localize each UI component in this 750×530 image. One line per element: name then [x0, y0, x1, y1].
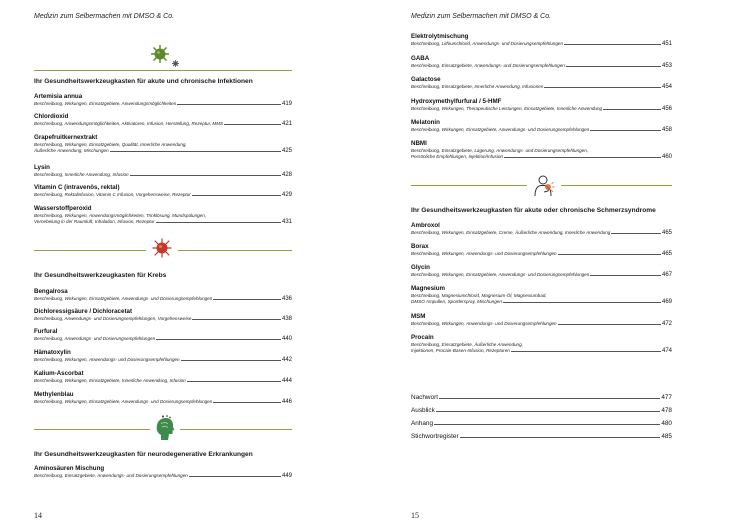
entry-page-number: 480: [661, 420, 672, 427]
section-heading: Ihr Gesundheitswerkzeugkasten für akute und chronische Infektionen: [34, 78, 253, 85]
virus-icon: [150, 44, 170, 64]
entry-page-number: 453: [661, 63, 672, 69]
entry-description: Beschreibung, Einsatzgebiete, Äußerliche Anwendung,: [411, 342, 523, 347]
toc-entry[interactable]: [34, 288, 292, 302]
entry-page-number: 478: [661, 407, 672, 414]
toc-entry[interactable]: [411, 285, 672, 305]
entry-description: Beschreibung, Anwendungs- und Dosierungsempfehlungen, Vorgehensweise 438: [34, 316, 292, 322]
entry-description: Beschreibung, Einsatzgebiete, Lagerung, Anwendungs- und Dosierungsempfehlungen,: [411, 148, 589, 153]
entry-title: MSM: [411, 313, 426, 320]
entry-description: Beschreibung, Lithiumchlorid, Anwendungs- und Dosierungsempfehlungen 451: [411, 41, 672, 47]
entry-description: Beschreibung, Einsatzgebiete, Innerliche Anwendung, Infusionen 454: [411, 84, 672, 90]
entry-description: Beschreibung, Wirkungen, Therapeutische Leistungen, Einsatzgebiete, Innerliche Anwendung 456: [411, 106, 672, 112]
entry-title: Melatonin: [411, 119, 440, 126]
entry-title: Aminosäuren Mischung: [34, 465, 105, 472]
entry-title: Galactose: [411, 76, 441, 83]
entry-description: Injektionen, Procain-Basen-Infusion, Rezepturen 474: [411, 348, 672, 355]
entry-description: Beschreibung, Einsatzgebiete, Anwendungs- und Dosierungsempfehlungen 453: [411, 63, 672, 69]
entry-page-number: 440: [281, 336, 292, 342]
running-header: Medizin zum Selbermachen mit DMSO & Co.: [411, 13, 552, 20]
entry-description: Beschreibung, Anwendungsmöglichkeiten, Aktivatoren, Infusion, Herstellung, Rezeptur, MMS 421: [34, 121, 292, 127]
toc-entry[interactable]: [34, 134, 292, 154]
entry-page-number: 460: [661, 154, 672, 161]
toc-entry[interactable]: [34, 391, 292, 405]
section-divider: [180, 429, 292, 430]
entry-page-number: 449: [281, 473, 292, 479]
entry-page-number: 431: [281, 219, 292, 226]
section-divider: [34, 250, 146, 251]
entry-title: GABA: [411, 55, 430, 62]
entry-page-number: 444: [281, 378, 292, 384]
entry-description: Beschreibung, Wirkungen, Einsatzgebiete, Anwendungs- und Dosierungsempfehlungen 458: [411, 127, 672, 133]
toc-entry[interactable]: [411, 313, 672, 327]
entry-title: Glycin: [411, 264, 430, 271]
section-divider: [178, 250, 292, 251]
entry-page-number: 465: [661, 230, 672, 236]
section-heading: Ihr Gesundheitswerkzeugkasten für Krebs: [34, 272, 167, 279]
entry-description: Beschreibung, Wirkungen, Anwendungs- und Dosierungsempfehlungen 442: [34, 357, 292, 363]
entry-description: Vernebelung in der Raumluft, Inhalation, Infusion, Rezeptur 431: [34, 219, 292, 226]
cancer-cell-icon: [151, 238, 173, 258]
toc-entry[interactable]: [34, 465, 292, 479]
toc-entry[interactable]: [34, 164, 292, 178]
toc-entry[interactable]: [411, 33, 672, 47]
entry-title: Dichloressigsäure / Dichloracetat: [34, 308, 133, 315]
right-page: [375, 0, 750, 530]
entry-description: Beschreibung, Wirkungen, Einsatzgebiete, Creme, Äußerliche Anwendung, Innerliche Anwendung 465: [411, 230, 672, 236]
entry-title: Furfural: [34, 328, 58, 335]
entry-page-number: 465: [661, 251, 672, 257]
toc-entry[interactable]: [34, 113, 292, 127]
entry-page-number: 454: [661, 84, 672, 90]
entry-title: Bengalrosa: [34, 288, 68, 295]
toc-entry[interactable]: [34, 93, 292, 107]
running-header: Medizin zum Selbermachen mit DMSO & Co.: [34, 13, 175, 20]
toc-backmatter-item[interactable]: Anhang 480: [411, 420, 672, 427]
entry-title: Procain: [411, 334, 434, 341]
entry-page-number: 421: [281, 121, 292, 127]
entry-page-number: 442: [281, 357, 292, 363]
section-divider: [561, 185, 672, 186]
page-number: 14: [34, 511, 42, 520]
entry-page-number: 436: [281, 296, 292, 302]
entry-description: Beschreibung, Wirkungen, Anwendungs- und Dosierungsempfehlungen 465: [411, 251, 672, 257]
entry-page-number: 419: [281, 101, 292, 107]
entry-description: Beschreibung, Wirkungen, Einsatzgebiete, Anwendungs- und Dosierungsempfehlungen 446: [34, 399, 292, 405]
entry-title: Wasserstoffperoxid: [34, 205, 92, 212]
entry-description: DMSO Ampullen, Sportlerspray, Mischungen 469: [411, 299, 672, 306]
toc-entry[interactable]: [411, 334, 672, 354]
entry-title: Methylenblau: [34, 391, 74, 398]
entry-description: Äußerliche Anwendung, Mischungen 425: [34, 148, 292, 155]
entry-description: Beschreibung, Wirkungen, Anwendungs- und Dosierungsempfehlungen 472: [411, 321, 672, 327]
entry-page-number: 425: [281, 148, 292, 155]
toc-entry[interactable]: [411, 119, 672, 133]
entry-description: Beschreibung, Innerliche Anwendung, Infusion 428: [34, 172, 292, 178]
brain-head-icon: [155, 415, 175, 441]
toc-backmatter-item[interactable]: Ausblick 478: [411, 407, 672, 414]
entry-title: Lysin: [34, 164, 50, 171]
entry-title: Grapefruitkernextrakt: [34, 134, 98, 141]
entry-title: Hämatoxylin: [34, 349, 71, 356]
entry-description: Beschreibung, Anwendungs- und Dosierungsempfehlungen 440: [34, 336, 292, 342]
entry-page-number: 477: [661, 394, 672, 401]
toc-entry[interactable]: [411, 140, 672, 160]
entry-description: Beschreibung, Wirkungen, Einsatzgebiete, Qualität, Innerliche Anwendung,: [34, 142, 187, 147]
toc-entry[interactable]: [411, 98, 672, 112]
toc-entry[interactable]: [34, 370, 292, 384]
toc-backmatter-item[interactable]: Nachwort 477: [411, 394, 672, 401]
entry-page-number: 485: [661, 433, 672, 440]
section-divider: [34, 70, 292, 71]
entry-title: Magnesium: [411, 285, 446, 292]
entry-title: Vitamin C (intravenös, rektal): [34, 184, 120, 191]
section-divider: [34, 429, 150, 430]
toc-entry[interactable]: [411, 243, 672, 257]
entry-title: Hydroxymethylfurfural / 5-HMF: [411, 98, 502, 105]
section-heading: Ihr Gesundheitswerkzeugkasten für neurodegenerative Erkrankungen: [34, 451, 253, 458]
entry-page-number: 456: [661, 106, 672, 112]
entry-description: Beschreibung, Wirkungen, Einsatzgebiete, Anwendungs- und Dosierungsempfehlungen 436: [34, 296, 292, 302]
toc-entry[interactable]: [411, 55, 672, 69]
entry-title: Kalium-Ascorbat: [34, 370, 84, 377]
toc-entry[interactable]: [411, 222, 672, 236]
entry-page-number: 429: [281, 192, 292, 198]
section-divider: [411, 185, 527, 186]
entry-description: Beschreibung, Wirkungen, Anwendungsmöglichkeiten, Trinklösung, Mundspülungen,: [34, 213, 207, 218]
entry-page-number: 451: [661, 41, 672, 47]
entry-title: Borax: [411, 243, 429, 250]
toc-entry[interactable]: [34, 184, 292, 198]
entry-title: Artemisia annua: [34, 93, 83, 100]
section-heading: Ihr Gesundheitswerkzeugkasten für akute oder chronische Schmerzsyndrome: [411, 207, 656, 214]
shoulder-pain-icon: [531, 173, 555, 197]
entry-page-number: 469: [661, 299, 672, 306]
entry-page-number: 472: [661, 321, 672, 327]
toc-entry[interactable]: [411, 264, 672, 278]
toc-entry[interactable]: [34, 308, 292, 322]
toc-backmatter-item[interactable]: Stichwortregister 485: [411, 433, 672, 440]
toc-entry[interactable]: [411, 76, 672, 90]
toc-entry[interactable]: [34, 328, 292, 342]
page-number: 15: [411, 511, 419, 520]
entry-page-number: 446: [281, 399, 292, 405]
entry-description: Persönliche Empfehlungen, Injektion/Infusion 460: [411, 154, 672, 161]
entry-page-number: 438: [281, 316, 292, 322]
entry-description: Beschreibung, Wirkungen, Einsatzgebiete, Innerliche Anwendung, Infusion 444: [34, 378, 292, 384]
entry-title: Ambroxol: [411, 222, 440, 229]
entry-page-number: 467: [661, 272, 672, 278]
entry-page-number: 474: [661, 348, 672, 355]
entry-page-number: 428: [281, 172, 292, 178]
entry-description: Beschreibung, Wirkungen, Einsatzgebiete, Anwendungs- und Dosierungsempfehlungen 467: [411, 272, 672, 278]
entry-description: Beschreibung, Rektalinfusion, Vitamin C Infusion, Vorgehensweise, Rezeptur 429: [34, 192, 292, 198]
toc-entry[interactable]: [34, 349, 292, 363]
entry-title: NBMI: [411, 140, 427, 147]
toc-entry[interactable]: [34, 205, 292, 225]
entry-description: Beschreibung, Magnesiumchlorid, Magnesium-Öl, Magnesiumbad,: [411, 293, 547, 298]
entry-page-number: 458: [661, 127, 672, 133]
entry-description: Beschreibung, Wirkungen, Einsatzgebiete, Anwendungsmöglichkeiten 419: [34, 101, 292, 107]
small-virus-icon: [172, 60, 179, 67]
entry-title: Elektrolytmischung: [411, 33, 469, 40]
entry-description: Beschreibung, Einsatzgebiete, Anwendungs- und Dosierungsempfehlungen 449: [34, 473, 292, 479]
entry-title: Chlordioxid: [34, 113, 69, 120]
